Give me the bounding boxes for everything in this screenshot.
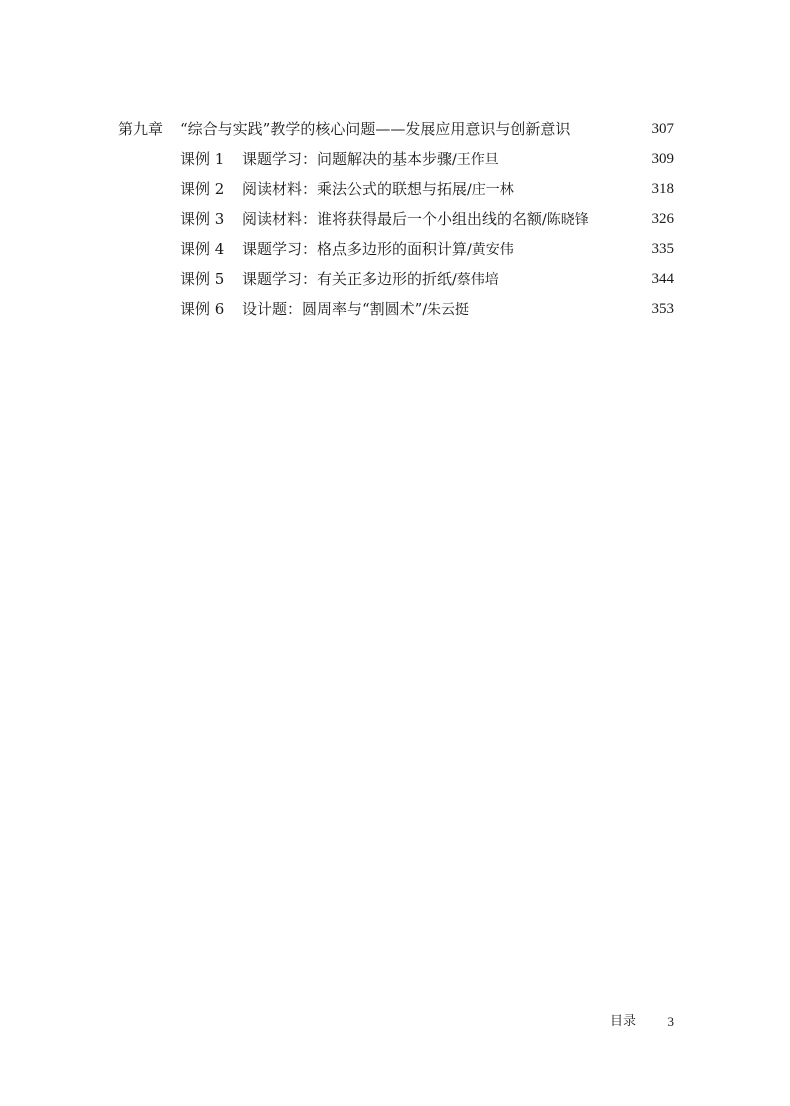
- lesson-entry-4[interactable]: [118, 234, 674, 264]
- lesson-title: [242, 204, 589, 235]
- page-footer: [610, 1012, 674, 1032]
- lesson-label: 课例 1: [180, 150, 225, 168]
- chapter-entry[interactable]: [118, 114, 674, 144]
- lesson-title: [242, 294, 469, 325]
- chapter-label: 第九章: [118, 120, 164, 138]
- lesson-author: /蔡伟培: [452, 272, 499, 288]
- lesson-author: /黄安伟: [467, 242, 514, 258]
- lesson-entry-1[interactable]: [118, 144, 674, 174]
- lesson-page-number: 353: [651, 301, 674, 317]
- lesson-title-text: 阅读材料：乘法公式的联想与拓展: [242, 180, 468, 198]
- lesson-author: /王作旦: [452, 152, 499, 168]
- lesson-author: /庄一林: [467, 182, 514, 198]
- lesson-title: [242, 174, 514, 205]
- lesson-title-text: 阅读材料：谁将获得最后一个小组出线的名额: [242, 210, 543, 228]
- lesson-page-number: 344: [651, 271, 674, 287]
- footer-section-label: 目录: [610, 1014, 637, 1029]
- lesson-title: [242, 264, 499, 295]
- lesson-label: 课例 5: [180, 270, 225, 288]
- lesson-title-text: 设计题：圆周率与“割圆术”: [242, 300, 423, 318]
- lesson-title-text: 课题学习：有关正多边形的折纸: [242, 270, 453, 288]
- lesson-page-number: 309: [651, 151, 674, 167]
- chapter-page-number: 307: [651, 121, 674, 137]
- table-of-contents: [118, 114, 674, 324]
- lesson-author: /朱云挺: [422, 302, 470, 318]
- lesson-title: [242, 144, 499, 175]
- lesson-entry-6[interactable]: [118, 294, 674, 324]
- lesson-entry-2[interactable]: [118, 174, 674, 204]
- lesson-label: 课例 2: [180, 180, 225, 198]
- chapter-title: “综合与实践”教学的核心问题——发展应用意识与创新意识: [180, 120, 571, 138]
- lesson-title: [242, 234, 514, 265]
- lesson-page-number: 335: [651, 241, 674, 257]
- footer-page-number: 3: [667, 1014, 674, 1029]
- lesson-title-text: 课题学习：格点多边形的面积计算: [242, 240, 468, 258]
- lesson-label: 课例 3: [180, 210, 225, 228]
- lesson-label: 课例 4: [180, 240, 225, 258]
- lesson-author: /陈晓锋: [542, 212, 589, 228]
- lesson-entry-3[interactable]: [118, 204, 674, 234]
- lesson-label: 课例 6: [180, 300, 225, 318]
- lesson-page-number: 326: [651, 211, 674, 227]
- lesson-page-number: 318: [651, 181, 674, 197]
- lesson-title-text: 课题学习：问题解决的基本步骤: [242, 150, 453, 168]
- lesson-entry-5[interactable]: [118, 264, 674, 294]
